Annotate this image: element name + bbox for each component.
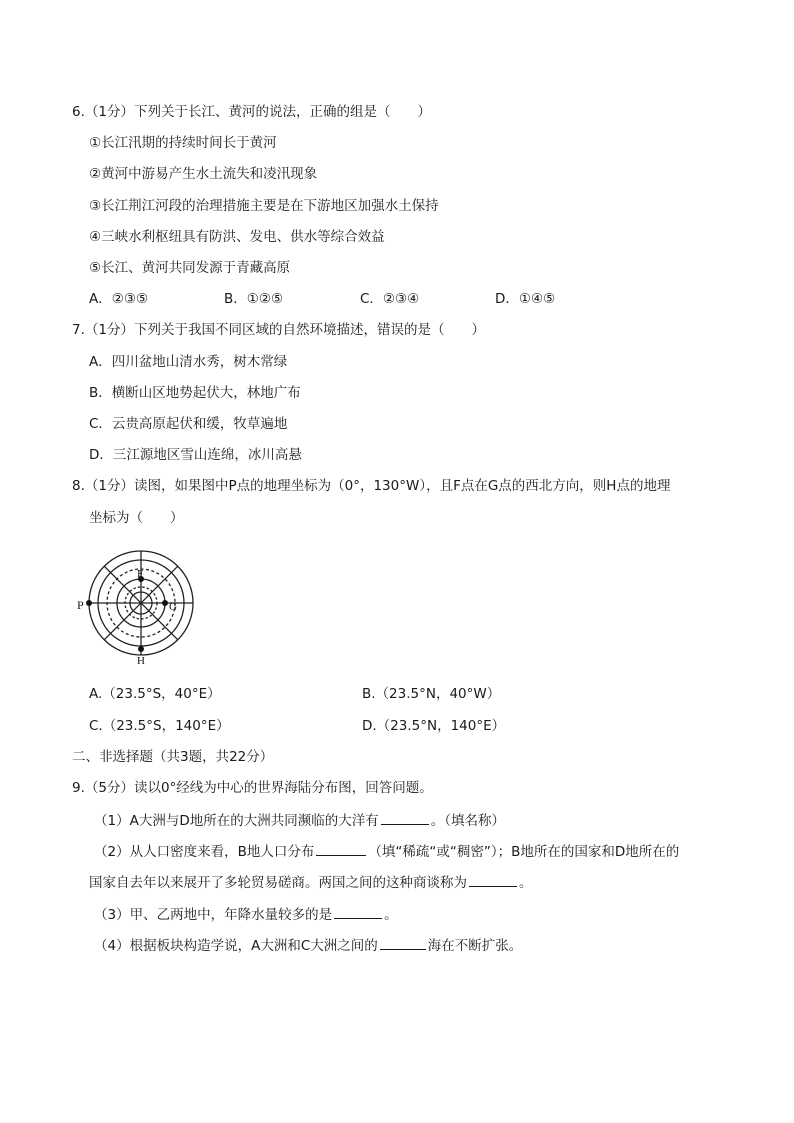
q7-option-a: A．四川盆地山清水秀，树木常绿 xyxy=(89,354,288,370)
q9-part1-text-a: （1）A大洲与D地所在的大洲共同濒临的大洋有 xyxy=(94,813,379,829)
q6-option-b: B．①②⑤ xyxy=(224,291,284,307)
q9-part1 xyxy=(94,810,505,831)
q9-part2-text-b: （填“稀疏“或“稠密”）；B地所在的国家和D地所在的 xyxy=(368,844,680,860)
q8-option-d: D.（23.5°N，140°E） xyxy=(362,718,506,734)
q9-part4-text-b: 海在不断扩张。 xyxy=(427,938,523,954)
q8-stem-line1: 8.（1分）读图，如果图中P点的地理坐标为（0°，130°W），且F点在G点的西北方向，则H点的地理 xyxy=(72,478,671,494)
q9-part2-line2 xyxy=(89,872,533,893)
q9-part4-text-a: （4）根据板块构造学说，A大洲和C大洲之间的 xyxy=(94,938,378,954)
point-p xyxy=(86,600,92,606)
q6-option-a: A．②③⑤ xyxy=(89,291,149,307)
q9-part2-text-a: （2）从人口密度来看，B地人口分布 xyxy=(94,844,315,860)
point-h xyxy=(138,646,144,652)
q6-item-5: ⑤长江、黄河共同发源于青藏高原 xyxy=(89,260,291,276)
q9-part3-text-b: 。 xyxy=(384,907,398,923)
q9-part2-text-c: 国家自去年以来展开了多轮贸易磋商。两国之间的这种商谈称为 xyxy=(89,875,467,891)
q8-stem-line2: 坐标为（ ） xyxy=(89,510,184,526)
q9-stem: 9.（5分）读以0°经线为中心的世界海陆分布图，回答问题。 xyxy=(72,780,433,796)
q6-option-d: D．①④⑤ xyxy=(495,291,556,307)
answer-blank-5[interactable] xyxy=(380,935,426,950)
q9-part4 xyxy=(94,935,522,956)
label-g: G xyxy=(169,601,177,613)
answer-blank-2[interactable] xyxy=(316,841,366,856)
answer-blank-1[interactable] xyxy=(381,810,429,825)
q9-part1-text-b: 。（填名称） xyxy=(430,813,505,829)
answer-blank-4[interactable] xyxy=(334,904,382,919)
q7-option-d: D．三江源地区雪山连绵，冰川高悬 xyxy=(89,447,302,463)
q8-option-b: B.（23.5°N，40°W） xyxy=(362,686,501,702)
q7-stem: 7.（1分）下列关于我国不同区域的自然环境描述，错误的是（ ） xyxy=(72,322,485,338)
q6-option-c: C．②③④ xyxy=(360,291,420,307)
answer-blank-3[interactable] xyxy=(469,872,517,887)
q9-part3 xyxy=(94,904,398,925)
q9-part2-line1 xyxy=(94,841,679,862)
q7-option-c: C．云贵高原起伏和缓，牧草遍地 xyxy=(89,416,288,432)
q8-option-a: A.（23.5°S，40°E） xyxy=(89,686,221,702)
q6-item-3: ③长江荆江河段的治理措施主要是在下游地区加强水土保持 xyxy=(89,198,439,214)
section-title: 二、非选择题（共3题，共22分） xyxy=(72,749,274,765)
q6-item-2: ②黄河中游易产生水土流失和凌汛现象 xyxy=(89,166,318,182)
point-g xyxy=(162,600,168,606)
q9-part2-text-d: 。 xyxy=(519,875,533,891)
q6-item-4: ④三峡水利枢纽具有防洪、发电、供水等综合效益 xyxy=(89,229,385,245)
q6-item-1: ①长江汛期的持续时间长于黄河 xyxy=(89,135,277,151)
q7-option-b: B．横断山区地势起伏大，林地广布 xyxy=(89,385,301,401)
polar-view-diagram xyxy=(86,539,196,669)
label-p-outside: P xyxy=(77,598,84,612)
label-f: F xyxy=(137,568,144,580)
label-h: H xyxy=(137,655,145,667)
q6-stem: 6.（1分）下列关于长江、黄河的说法，正确的组是（ ） xyxy=(72,104,431,120)
q8-option-c: C.（23.5°S，140°E） xyxy=(89,718,230,734)
q9-part3-text-a: （3）甲、乙两地中，年降水量较多的是 xyxy=(94,907,333,923)
